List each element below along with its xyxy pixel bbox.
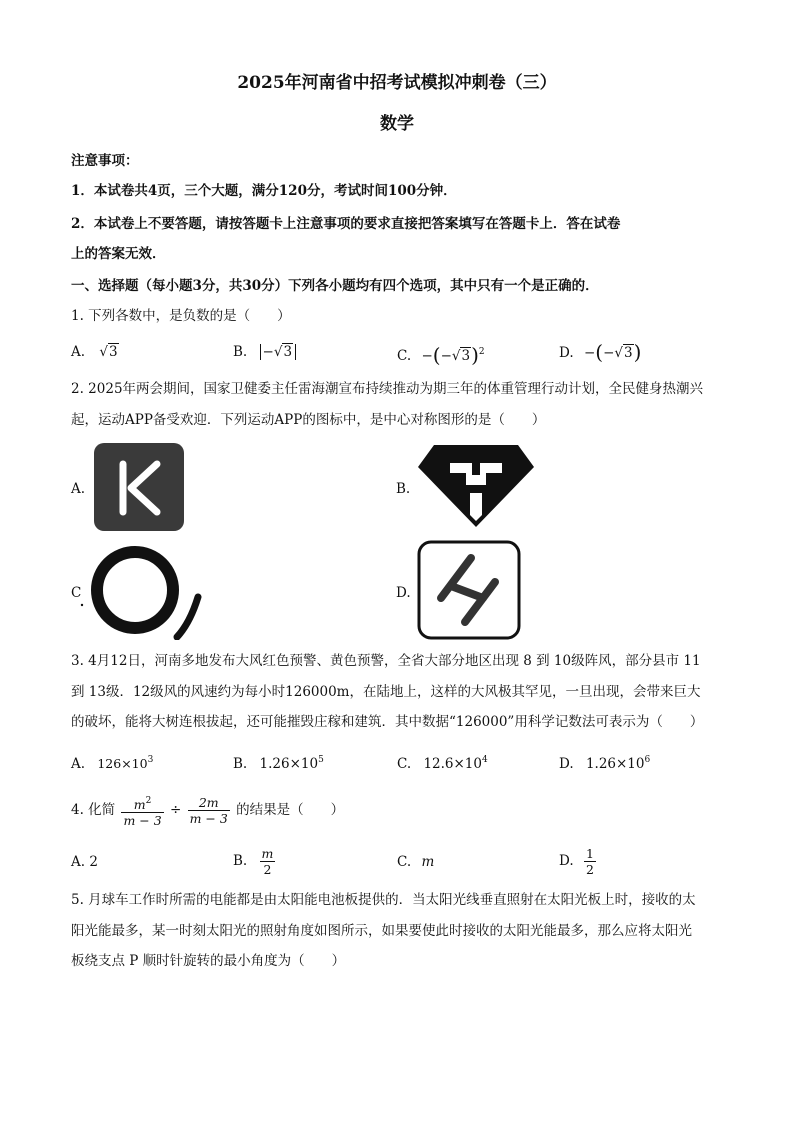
exam-title: 2025年河南省中招考试模拟冲刺卷（三）	[237, 73, 557, 93]
q3-option-a	[71, 751, 153, 773]
q4-option-c	[397, 853, 434, 871]
q4-option-d-label: D.	[559, 853, 574, 869]
q3-b-mantissa: 1.26×10	[259, 756, 319, 772]
q3-option-d	[559, 751, 650, 773]
q4-f2-num: 2m	[188, 795, 230, 811]
q4-f1-exp: 2	[145, 795, 152, 806]
q5-line3: 板绕支点 P 顺时针旋转的最小角度为（ ）	[71, 953, 346, 969]
q4-option-b	[233, 843, 277, 879]
notes-item-2-line1: 2．本试卷上不要答题，请按答题卡上注意事项的要求直接把答案填写在答题卡上．答在试卷	[71, 216, 621, 232]
q1-c-radicand: 3	[461, 348, 471, 364]
q1-option-c-label: C.	[397, 348, 412, 364]
q4-b-den: 2	[263, 862, 272, 877]
subject-title: 数学	[380, 114, 414, 134]
q1-option-c: C. $-(-√3)^2$	[397, 343, 485, 367]
q3-a-mantissa: 126×10	[97, 756, 148, 771]
q1-d-radicand: 3	[623, 345, 633, 361]
q1-option-a-label: A.	[71, 344, 86, 360]
q3-b-exp: 5	[318, 755, 324, 765]
q1-c-exponent: 2	[478, 347, 485, 357]
q3-line1: 3. 4月12日，河南多地发布大风红色预警、黄色预警，全省大部分地区出现 8 到 10级阵风，部分县市 11	[71, 653, 701, 669]
q4-prefix: 4. 化简	[71, 802, 116, 818]
q4-d-den: 2	[585, 862, 594, 877]
q1-c-minus: −	[421, 348, 433, 364]
q3-c-mantissa: 12.6×10	[423, 756, 482, 772]
section-1-heading: 一、选择题（每小题3分，共30分）下列各小题均有四个选项，其中只有一个是正确的．	[71, 278, 599, 294]
q4-fraction-2	[188, 795, 230, 826]
q3-option-a-label: A.	[71, 756, 86, 772]
notes-item-2-line2: 上的答案无效．	[71, 246, 166, 262]
q2-line2: 起，运动APP备受欢迎．下列运动APP的图标中，是中心对称图形的是（ ）	[71, 412, 546, 428]
q2-option-c-label: C	[71, 585, 82, 601]
q4-c-value: m	[421, 854, 435, 870]
q3-option-c	[397, 751, 488, 773]
q4-b-fraction	[260, 846, 276, 877]
q4-b-num: m	[261, 846, 274, 861]
q2-option-b-label: B.	[396, 481, 411, 497]
q3-c-exp: 4	[482, 755, 488, 765]
q1-a-radicand: 3	[108, 344, 118, 360]
q3-option-b-label: B.	[233, 756, 248, 772]
q2-option-a-label: A.	[71, 481, 86, 497]
notes-heading: 注意事项：	[71, 153, 139, 169]
q1-option-d: D. −(−√3)	[559, 340, 642, 364]
q1-b-radicand: 3	[283, 344, 293, 360]
q2-line1: 2. 2025年两会期间，国家卫健委主任雷海潮宣布持续推动为期三年的体重管理行动计划，全民健身热潮兴	[71, 381, 704, 397]
q4-d-fraction	[584, 846, 596, 877]
q1-b-minus: −	[262, 344, 274, 360]
q1-option-b: B. −√3	[233, 343, 296, 361]
q4-f1-num: m	[133, 796, 146, 812]
q4-f1-den: m − 3	[123, 812, 162, 828]
q4-fraction-1	[121, 794, 163, 828]
q4-option-a: A. 2	[71, 854, 98, 870]
q5-line1: 5. 月球车工作时所需的电能都是由太阳能电池板提供的．当太阳光线垂直照射在太阳光板上时，接收的太	[71, 892, 696, 908]
diamond-app-icon	[416, 443, 536, 529]
q4-option-c-label: C.	[397, 854, 412, 870]
keep-app-icon	[93, 442, 185, 532]
q1-d-minus: −	[583, 345, 596, 361]
q3-option-b	[233, 751, 324, 773]
q4-d-num: 1	[585, 846, 594, 861]
q3-option-d-label: D.	[559, 756, 574, 772]
q1-d-minus-inner: −	[603, 345, 615, 361]
q1-stem: 1. 下列各数中，是负数的是（ ）	[71, 308, 291, 324]
q4-f2-den: m − 3	[189, 811, 228, 826]
q3-d-mantissa: 1.26×10	[585, 756, 645, 772]
q3-d-exp: 6	[644, 755, 651, 765]
q4-operator: ÷	[170, 802, 182, 818]
notes-item-1: 1．本试卷共4页，三个大题，满分120分，考试时间100分钟．	[71, 183, 457, 199]
q4-option-b-label: B.	[233, 853, 248, 869]
q1-c-minus-inner: −	[440, 348, 452, 364]
q1-option-d-label: D.	[559, 345, 574, 361]
q1-option-a: A. √3	[71, 344, 118, 360]
q2-option-d-label: D.	[396, 585, 411, 601]
q4-suffix: 的结果是（ ）	[236, 802, 345, 818]
q4-option-d	[559, 843, 598, 879]
q5-line2: 阳光能最多，某一时刻太阳光的照射角度如图所示，如果要使此时接收的太阳光能最多，那么应将太阳光	[71, 923, 692, 939]
q3-line3: 的破坏，能将大树连根拔起，还可能摧毁庄稼和建筑．其中数据“126000”用科学记数法可表示为（ ）	[71, 714, 704, 730]
q4-stem	[71, 790, 344, 830]
q1-option-b-label: B.	[233, 344, 248, 360]
ring-app-icon	[80, 545, 210, 640]
q3-option-c-label: C.	[397, 756, 412, 772]
q3-a-exp: 3	[147, 755, 154, 765]
h-app-icon	[417, 540, 521, 640]
q3-line2: 到 13级．12级风的风速约为每小时126000m，在陆地上，这样的大风极其罕见，一旦出现，会带来巨大	[71, 684, 701, 700]
